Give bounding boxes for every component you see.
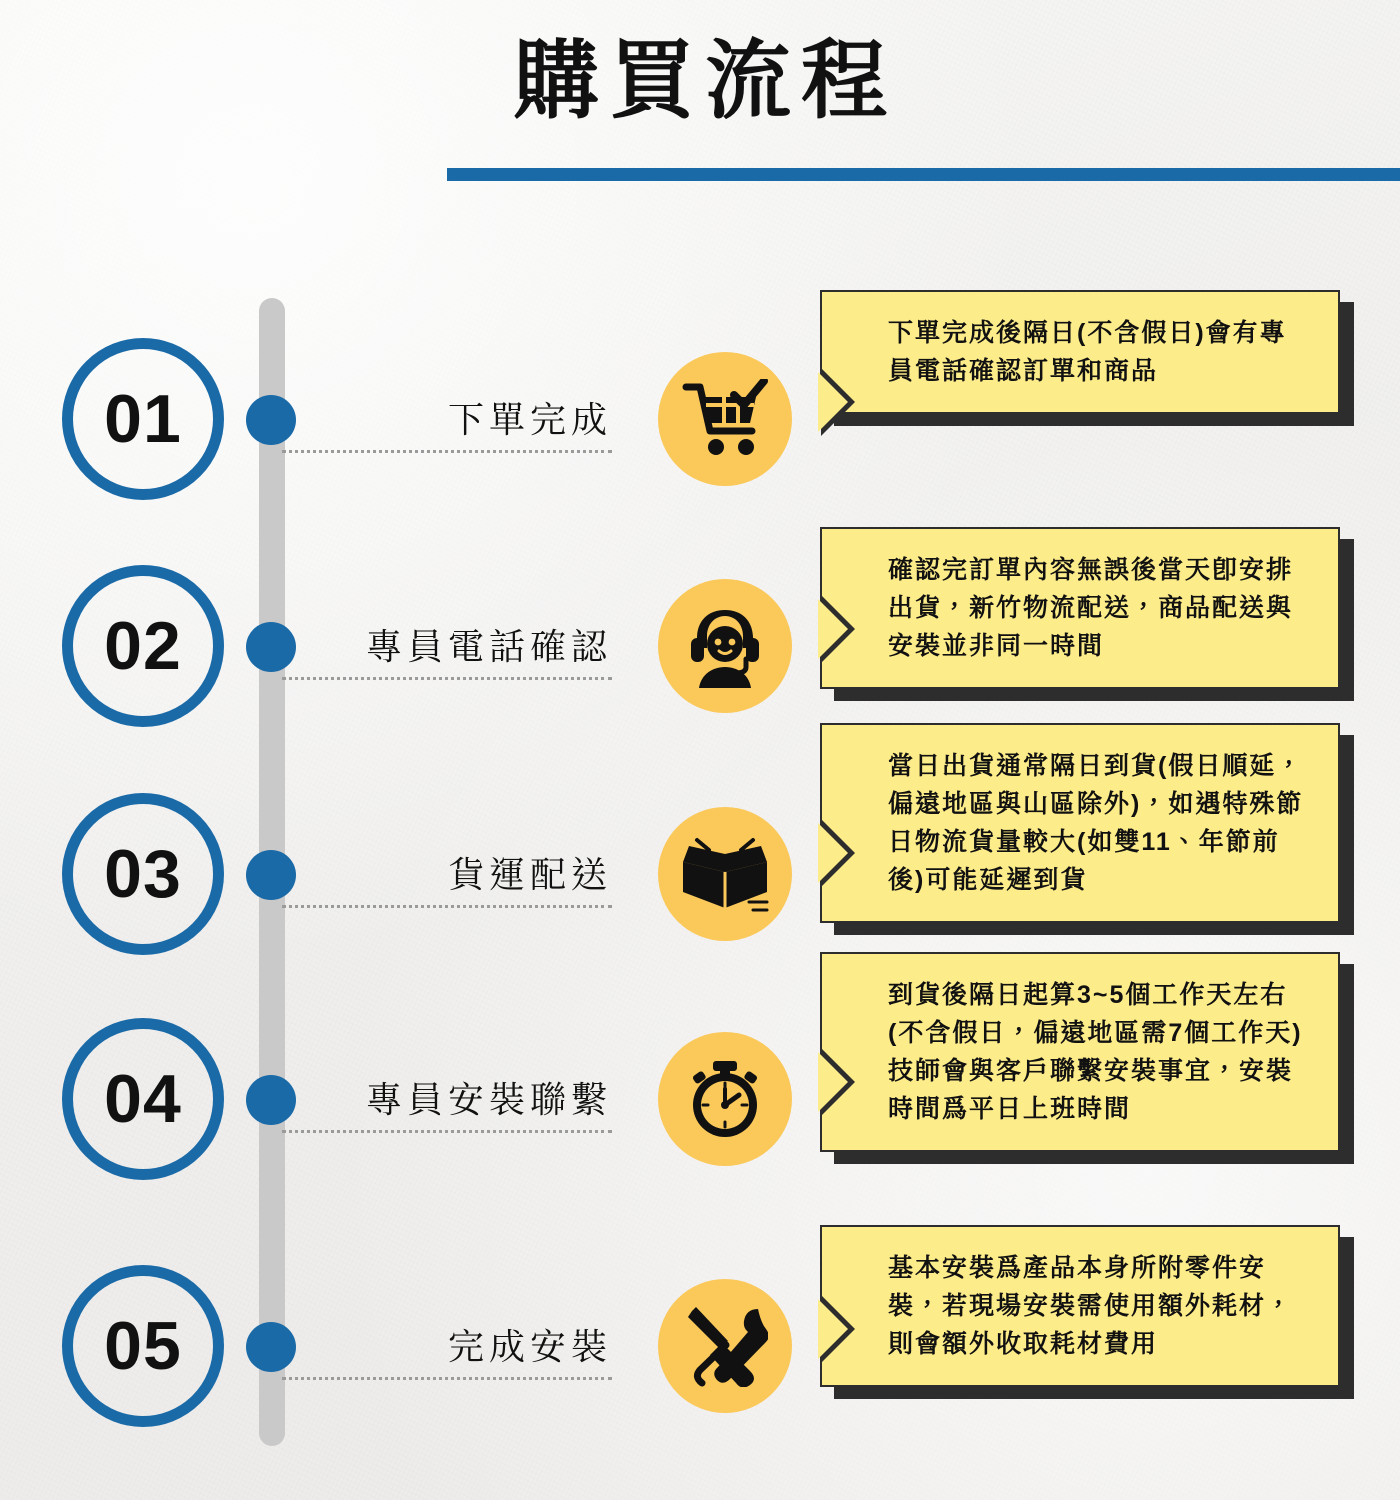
headset-agent-icon [658, 579, 792, 713]
step-label: 專員安裝聯繫 [365, 1079, 612, 1120]
page-title: 購買流程 [513, 33, 897, 129]
callout-text: 當日出貨通常隔日到貨(假日順延，偏遠地區與山區除外)，如遇特殊節日物流貨量較大(如雙11、年節前後)可能延遲到貨 [888, 752, 1304, 894]
stopwatch-icon [658, 1032, 792, 1166]
step-item [0, 319, 1400, 498]
step-connector-dotted [282, 1377, 612, 1380]
callout-body [820, 723, 1340, 923]
timeline-dot [246, 395, 296, 445]
callout-body [820, 290, 1340, 414]
step-label: 下單完成 [447, 399, 612, 440]
title-underline-rule [447, 168, 1400, 181]
step-callout [820, 527, 1340, 689]
step-number-badge: 02 [62, 565, 224, 727]
step-connector-dotted [282, 905, 612, 908]
step-label: 完成安裝 [447, 1326, 612, 1367]
timeline-dot [246, 1322, 296, 1372]
step-callout [820, 723, 1340, 923]
step-connector-dotted [282, 677, 612, 680]
callout-body [820, 527, 1340, 689]
page-header [0, 0, 1400, 210]
callout-text: 下單完成後隔日(不含假日)會有專員電話確認訂單和商品 [888, 319, 1287, 385]
timeline-dot [246, 1075, 296, 1125]
step-number-badge: 01 [62, 338, 224, 500]
callout-text: 到貨後隔日起算3~5個工作天左右(不含假日，偏遠地區需7個工作天)技師會與客戶聯繫安裝事宜，安裝時間爲平日上班時間 [888, 981, 1303, 1123]
tools-wrench-screwdriver-icon [658, 1279, 792, 1413]
callout-body [820, 1225, 1340, 1387]
callout-body [820, 952, 1340, 1152]
timeline-dot [246, 850, 296, 900]
timeline-dot [246, 622, 296, 672]
callout-text: 確認完訂單內容無誤後當天卽安排出貨，新竹物流配送，商品配送與安裝並非同一時間 [888, 556, 1294, 660]
step-label: 專員電話確認 [365, 626, 612, 667]
step-label: 貨運配送 [447, 854, 612, 895]
callout-text: 基本安裝爲產品本身所附零件安裝，若現場安裝需使用額外耗材，則會額外收取耗材費用 [888, 1254, 1294, 1358]
shopping-cart-check-icon [658, 352, 792, 486]
step-callout [820, 952, 1340, 1152]
step-connector-dotted [282, 1130, 612, 1133]
step-number-badge: 05 [62, 1265, 224, 1427]
step-callout [820, 290, 1340, 414]
step-item [0, 1254, 1400, 1425]
open-box-icon [658, 807, 792, 941]
step-number-badge: 04 [62, 1018, 224, 1180]
step-item [0, 556, 1400, 725]
step-connector-dotted [282, 450, 612, 453]
step-number-badge: 03 [62, 793, 224, 955]
step-item [0, 752, 1400, 953]
step-callout [820, 1225, 1340, 1387]
step-item [0, 981, 1400, 1178]
